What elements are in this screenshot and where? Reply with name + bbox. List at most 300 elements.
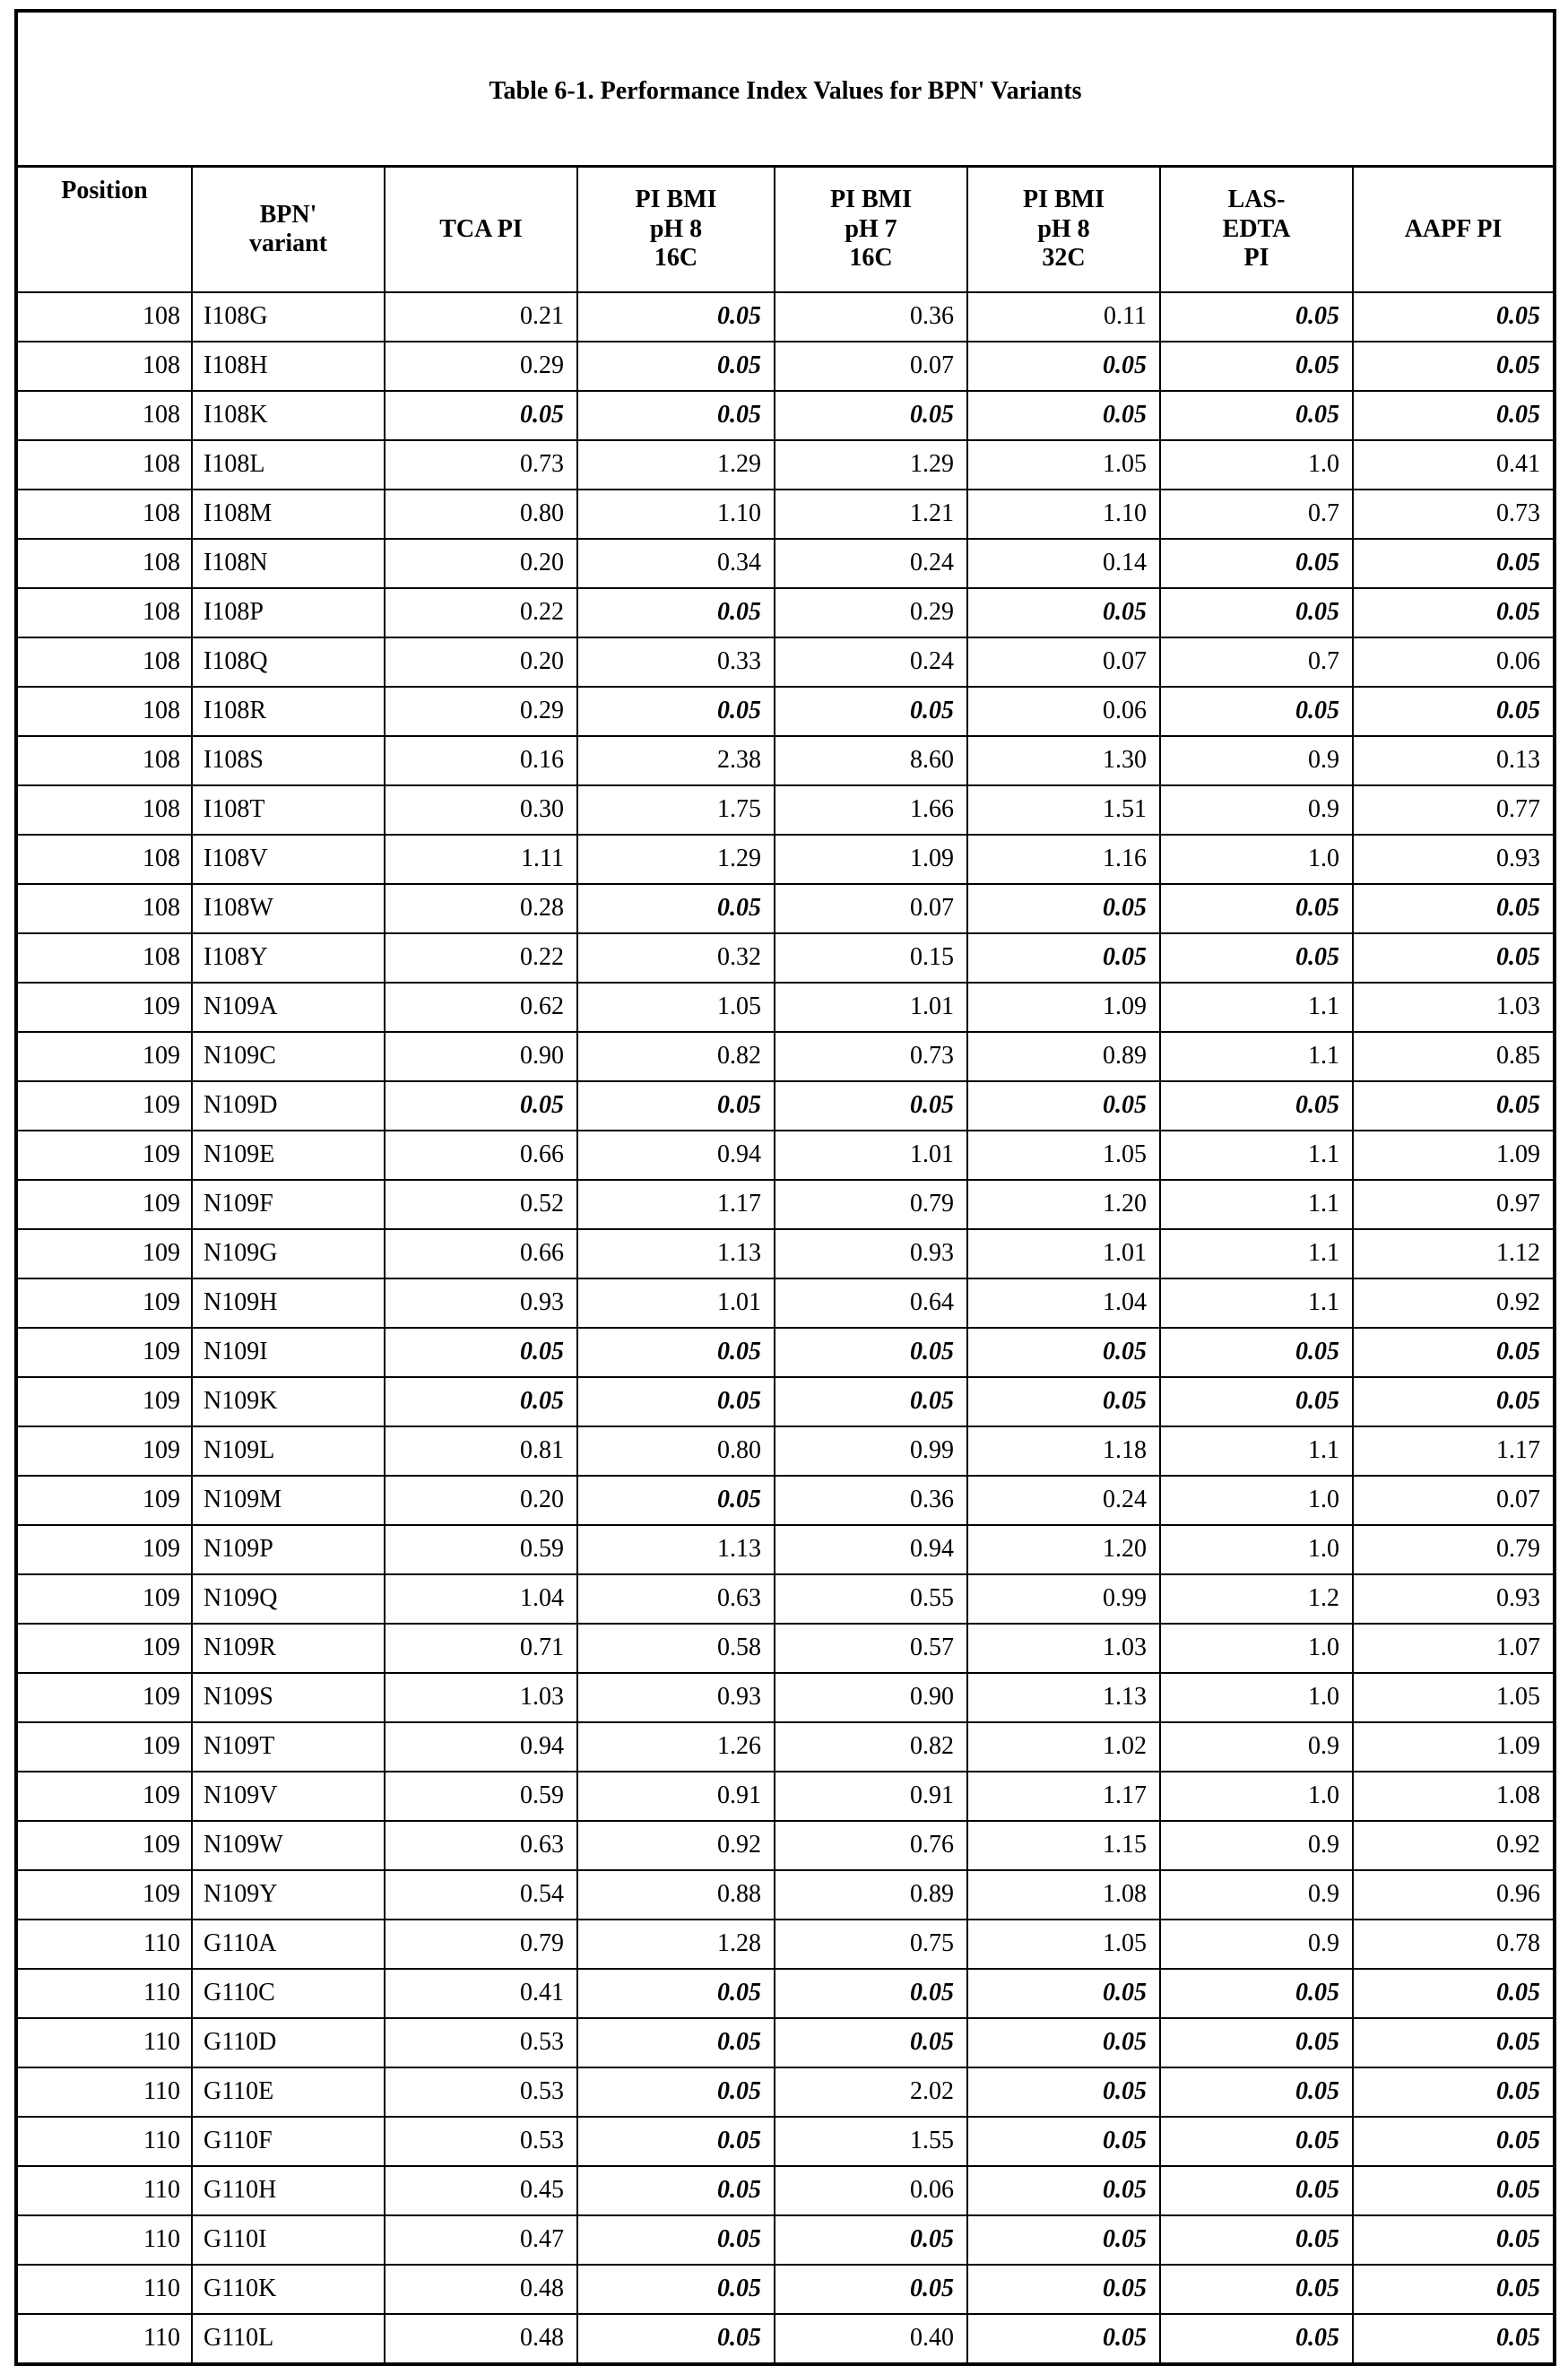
table-row bbox=[16, 1624, 1555, 1673]
cell-aapf-pi: 0.05 bbox=[1353, 391, 1555, 440]
column-header-pi-bmi-ph8-32c bbox=[967, 167, 1160, 293]
cell-tca-pi: 0.05 bbox=[385, 391, 577, 440]
cell-position: 108 bbox=[16, 835, 192, 884]
cell-aapf-pi: 0.05 bbox=[1353, 2117, 1555, 2166]
cell-pi-bmi-ph8-16c: 0.05 bbox=[577, 292, 775, 342]
cell-pi-bmi-ph8-16c: 0.82 bbox=[577, 1032, 775, 1081]
cell-variant: N109D bbox=[192, 1081, 385, 1131]
cell-variant: N109W bbox=[192, 1821, 385, 1870]
cell-variant: G110D bbox=[192, 2018, 385, 2067]
cell-pi-bmi-ph7-16c: 0.99 bbox=[775, 1426, 967, 1476]
cell-pi-bmi-ph8-16c: 0.58 bbox=[577, 1624, 775, 1673]
cell-position: 108 bbox=[16, 687, 192, 736]
cell-pi-bmi-ph8-16c: 1.05 bbox=[577, 983, 775, 1032]
cell-variant: N109F bbox=[192, 1180, 385, 1229]
cell-tca-pi: 1.03 bbox=[385, 1673, 577, 1722]
cell-pi-bmi-ph8-16c: 1.10 bbox=[577, 490, 775, 539]
cell-las-edta-pi: 0.05 bbox=[1160, 884, 1353, 933]
cell-las-edta-pi: 1.1 bbox=[1160, 1278, 1353, 1328]
cell-tca-pi: 0.93 bbox=[385, 1278, 577, 1328]
cell-aapf-pi: 0.05 bbox=[1353, 292, 1555, 342]
column-header-pi-bmi-ph7-16c bbox=[775, 167, 967, 293]
cell-tca-pi: 0.20 bbox=[385, 1476, 577, 1525]
cell-pi-bmi-ph8-16c: 1.01 bbox=[577, 1278, 775, 1328]
cell-pi-bmi-ph8-16c: 0.05 bbox=[577, 884, 775, 933]
cell-pi-bmi-ph8-16c: 1.75 bbox=[577, 785, 775, 835]
column-header-line: pH 7 bbox=[845, 214, 897, 243]
table-row bbox=[16, 2215, 1555, 2265]
cell-position: 109 bbox=[16, 1624, 192, 1673]
table-row bbox=[16, 1476, 1555, 1525]
cell-variant: G110I bbox=[192, 2215, 385, 2265]
cell-pi-bmi-ph8-32c: 0.05 bbox=[967, 342, 1160, 391]
cell-aapf-pi: 0.06 bbox=[1353, 637, 1555, 687]
cell-pi-bmi-ph7-16c: 1.66 bbox=[775, 785, 967, 835]
cell-variant: I108N bbox=[192, 539, 385, 588]
cell-tca-pi: 0.81 bbox=[385, 1426, 577, 1476]
cell-position: 110 bbox=[16, 2067, 192, 2117]
cell-variant: I108S bbox=[192, 736, 385, 785]
cell-pi-bmi-ph7-16c: 1.55 bbox=[775, 2117, 967, 2166]
cell-pi-bmi-ph7-16c: 0.40 bbox=[775, 2314, 967, 2364]
table-row bbox=[16, 1278, 1555, 1328]
cell-position: 110 bbox=[16, 2117, 192, 2166]
cell-pi-bmi-ph8-16c: 0.05 bbox=[577, 2117, 775, 2166]
cell-variant: I108L bbox=[192, 440, 385, 490]
table-row bbox=[16, 1328, 1555, 1377]
cell-las-edta-pi: 0.05 bbox=[1160, 2067, 1353, 2117]
cell-tca-pi: 0.05 bbox=[385, 1081, 577, 1131]
cell-position: 110 bbox=[16, 1920, 192, 1969]
cell-pi-bmi-ph7-16c: 0.24 bbox=[775, 539, 967, 588]
table-row bbox=[16, 637, 1555, 687]
cell-pi-bmi-ph7-16c: 8.60 bbox=[775, 736, 967, 785]
cell-las-edta-pi: 0.05 bbox=[1160, 1969, 1353, 2018]
cell-aapf-pi: 0.92 bbox=[1353, 1278, 1555, 1328]
cell-pi-bmi-ph8-32c: 0.24 bbox=[967, 1476, 1160, 1525]
cell-tca-pi: 0.48 bbox=[385, 2314, 577, 2364]
cell-tca-pi: 0.53 bbox=[385, 2117, 577, 2166]
cell-aapf-pi: 0.05 bbox=[1353, 687, 1555, 736]
column-header-bpn-variant bbox=[192, 167, 385, 293]
cell-position: 110 bbox=[16, 2265, 192, 2314]
table-row bbox=[16, 342, 1555, 391]
cell-pi-bmi-ph7-16c: 0.82 bbox=[775, 1722, 967, 1772]
cell-position: 109 bbox=[16, 1476, 192, 1525]
cell-variant: G110L bbox=[192, 2314, 385, 2364]
cell-pi-bmi-ph8-32c: 0.99 bbox=[967, 1574, 1160, 1624]
cell-variant: I108G bbox=[192, 292, 385, 342]
cell-las-edta-pi: 0.7 bbox=[1160, 637, 1353, 687]
cell-pi-bmi-ph8-16c: 1.13 bbox=[577, 1229, 775, 1278]
cell-las-edta-pi: 1.0 bbox=[1160, 1525, 1353, 1574]
cell-pi-bmi-ph8-32c: 1.05 bbox=[967, 440, 1160, 490]
table-row bbox=[16, 490, 1555, 539]
cell-pi-bmi-ph7-16c: 0.90 bbox=[775, 1673, 967, 1722]
cell-pi-bmi-ph8-32c: 1.10 bbox=[967, 490, 1160, 539]
cell-tca-pi: 0.20 bbox=[385, 539, 577, 588]
cell-pi-bmi-ph8-16c: 1.26 bbox=[577, 1722, 775, 1772]
cell-pi-bmi-ph7-16c: 0.05 bbox=[775, 2265, 967, 2314]
cell-position: 109 bbox=[16, 983, 192, 1032]
cell-aapf-pi: 0.07 bbox=[1353, 1476, 1555, 1525]
table-row bbox=[16, 736, 1555, 785]
cell-variant: I108Q bbox=[192, 637, 385, 687]
cell-pi-bmi-ph8-16c: 0.94 bbox=[577, 1131, 775, 1180]
cell-aapf-pi: 0.05 bbox=[1353, 2166, 1555, 2215]
cell-pi-bmi-ph8-16c: 0.05 bbox=[577, 1476, 775, 1525]
table-row bbox=[16, 1772, 1555, 1821]
cell-las-edta-pi: 0.05 bbox=[1160, 539, 1353, 588]
column-header-tca-pi bbox=[385, 167, 577, 293]
cell-tca-pi: 0.94 bbox=[385, 1722, 577, 1772]
cell-aapf-pi: 0.96 bbox=[1353, 1870, 1555, 1920]
cell-variant: I108T bbox=[192, 785, 385, 835]
cell-variant: N109Y bbox=[192, 1870, 385, 1920]
cell-las-edta-pi: 0.7 bbox=[1160, 490, 1353, 539]
cell-aapf-pi: 0.97 bbox=[1353, 1180, 1555, 1229]
cell-tca-pi: 0.41 bbox=[385, 1969, 577, 2018]
cell-pi-bmi-ph8-16c: 0.05 bbox=[577, 391, 775, 440]
table-row bbox=[16, 2166, 1555, 2215]
cell-tca-pi: 0.29 bbox=[385, 687, 577, 736]
column-header-line: PI bbox=[1243, 244, 1269, 273]
column-header-line: Position bbox=[61, 177, 148, 204]
cell-pi-bmi-ph8-32c: 1.01 bbox=[967, 1229, 1160, 1278]
cell-position: 110 bbox=[16, 2018, 192, 2067]
cell-pi-bmi-ph7-16c: 0.05 bbox=[775, 1377, 967, 1426]
table-body bbox=[16, 292, 1555, 2364]
cell-tca-pi: 0.79 bbox=[385, 1920, 577, 1969]
cell-position: 109 bbox=[16, 1229, 192, 1278]
cell-las-edta-pi: 0.9 bbox=[1160, 1870, 1353, 1920]
cell-tca-pi: 0.71 bbox=[385, 1624, 577, 1673]
cell-aapf-pi: 0.73 bbox=[1353, 490, 1555, 539]
cell-tca-pi: 0.63 bbox=[385, 1821, 577, 1870]
cell-pi-bmi-ph8-16c: 0.80 bbox=[577, 1426, 775, 1476]
cell-pi-bmi-ph8-32c: 0.89 bbox=[967, 1032, 1160, 1081]
cell-pi-bmi-ph8-32c: 0.14 bbox=[967, 539, 1160, 588]
cell-position: 109 bbox=[16, 1081, 192, 1131]
cell-pi-bmi-ph8-16c: 0.92 bbox=[577, 1821, 775, 1870]
cell-aapf-pi: 0.05 bbox=[1353, 2265, 1555, 2314]
cell-aapf-pi: 0.78 bbox=[1353, 1920, 1555, 1969]
table-row bbox=[16, 391, 1555, 440]
cell-pi-bmi-ph7-16c: 0.55 bbox=[775, 1574, 967, 1624]
cell-las-edta-pi: 1.1 bbox=[1160, 1032, 1353, 1081]
cell-las-edta-pi: 0.05 bbox=[1160, 1377, 1353, 1426]
table-row bbox=[16, 835, 1555, 884]
table-row bbox=[16, 1920, 1555, 1969]
cell-las-edta-pi: 0.05 bbox=[1160, 2265, 1353, 2314]
cell-aapf-pi: 0.85 bbox=[1353, 1032, 1555, 1081]
cell-pi-bmi-ph8-16c: 0.91 bbox=[577, 1772, 775, 1821]
cell-tca-pi: 0.52 bbox=[385, 1180, 577, 1229]
cell-pi-bmi-ph8-32c: 0.05 bbox=[967, 1969, 1160, 2018]
cell-variant: I108W bbox=[192, 884, 385, 933]
cell-pi-bmi-ph8-32c: 0.05 bbox=[967, 884, 1160, 933]
cell-las-edta-pi: 0.05 bbox=[1160, 391, 1353, 440]
table-title: Table 6-1. Performance Index Values for BPN' Variants bbox=[16, 11, 1555, 167]
cell-las-edta-pi: 0.05 bbox=[1160, 342, 1353, 391]
cell-position: 109 bbox=[16, 1032, 192, 1081]
cell-variant: N109L bbox=[192, 1426, 385, 1476]
cell-variant: N109A bbox=[192, 983, 385, 1032]
cell-aapf-pi: 0.93 bbox=[1353, 835, 1555, 884]
cell-tca-pi: 0.30 bbox=[385, 785, 577, 835]
column-header-line: variant bbox=[248, 230, 328, 257]
table-row bbox=[16, 539, 1555, 588]
cell-variant: N109V bbox=[192, 1772, 385, 1821]
cell-variant: I108V bbox=[192, 835, 385, 884]
cell-variant: G110A bbox=[192, 1920, 385, 1969]
cell-las-edta-pi: 0.05 bbox=[1160, 2215, 1353, 2265]
cell-aapf-pi: 0.05 bbox=[1353, 1081, 1555, 1131]
cell-pi-bmi-ph7-16c: 0.05 bbox=[775, 1328, 967, 1377]
cell-las-edta-pi: 0.05 bbox=[1160, 292, 1353, 342]
cell-pi-bmi-ph8-16c: 1.17 bbox=[577, 1180, 775, 1229]
cell-tca-pi: 0.29 bbox=[385, 342, 577, 391]
cell-pi-bmi-ph8-32c: 1.15 bbox=[967, 1821, 1160, 1870]
cell-las-edta-pi: 1.1 bbox=[1160, 1180, 1353, 1229]
cell-position: 108 bbox=[16, 736, 192, 785]
column-header-pi-bmi-ph8-16c bbox=[577, 167, 775, 293]
cell-variant: N109E bbox=[192, 1131, 385, 1180]
table-row bbox=[16, 1574, 1555, 1624]
cell-pi-bmi-ph8-16c: 0.05 bbox=[577, 1081, 775, 1131]
cell-pi-bmi-ph8-16c: 1.29 bbox=[577, 440, 775, 490]
cell-pi-bmi-ph8-32c: 1.30 bbox=[967, 736, 1160, 785]
column-header-las-edta-pi bbox=[1160, 167, 1353, 293]
cell-pi-bmi-ph8-32c: 0.05 bbox=[967, 1081, 1160, 1131]
cell-pi-bmi-ph7-16c: 0.73 bbox=[775, 1032, 967, 1081]
cell-aapf-pi: 1.12 bbox=[1353, 1229, 1555, 1278]
cell-position: 108 bbox=[16, 440, 192, 490]
cell-tca-pi: 0.45 bbox=[385, 2166, 577, 2215]
cell-las-edta-pi: 0.05 bbox=[1160, 2018, 1353, 2067]
cell-pi-bmi-ph8-16c: 0.33 bbox=[577, 637, 775, 687]
cell-tca-pi: 0.54 bbox=[385, 1870, 577, 1920]
cell-aapf-pi: 1.07 bbox=[1353, 1624, 1555, 1673]
cell-las-edta-pi: 1.0 bbox=[1160, 440, 1353, 490]
cell-pi-bmi-ph8-32c: 1.09 bbox=[967, 983, 1160, 1032]
cell-variant: N109C bbox=[192, 1032, 385, 1081]
cell-tca-pi: 0.20 bbox=[385, 637, 577, 687]
cell-pi-bmi-ph8-32c: 1.05 bbox=[967, 1920, 1160, 1969]
cell-position: 109 bbox=[16, 1525, 192, 1574]
cell-pi-bmi-ph8-16c: 2.38 bbox=[577, 736, 775, 785]
cell-tca-pi: 1.11 bbox=[385, 835, 577, 884]
cell-aapf-pi: 0.05 bbox=[1353, 1377, 1555, 1426]
table-title-row bbox=[16, 11, 1555, 167]
cell-position: 108 bbox=[16, 539, 192, 588]
cell-pi-bmi-ph8-32c: 0.05 bbox=[967, 2314, 1160, 2364]
cell-pi-bmi-ph8-32c: 0.05 bbox=[967, 2067, 1160, 2117]
cell-las-edta-pi: 0.05 bbox=[1160, 687, 1353, 736]
column-header-position bbox=[16, 167, 192, 293]
table-column-header-row bbox=[16, 167, 1555, 293]
cell-aapf-pi: 0.05 bbox=[1353, 2215, 1555, 2265]
cell-variant: N109K bbox=[192, 1377, 385, 1426]
cell-position: 109 bbox=[16, 1574, 192, 1624]
table-row bbox=[16, 1229, 1555, 1278]
table-row bbox=[16, 2067, 1555, 2117]
cell-position: 108 bbox=[16, 391, 192, 440]
cell-pi-bmi-ph8-32c: 1.16 bbox=[967, 835, 1160, 884]
cell-pi-bmi-ph8-16c: 0.34 bbox=[577, 539, 775, 588]
cell-tca-pi: 0.90 bbox=[385, 1032, 577, 1081]
cell-pi-bmi-ph8-16c: 0.05 bbox=[577, 2215, 775, 2265]
cell-pi-bmi-ph7-16c: 0.05 bbox=[775, 2215, 967, 2265]
cell-tca-pi: 0.05 bbox=[385, 1377, 577, 1426]
table-row bbox=[16, 2265, 1555, 2314]
cell-tca-pi: 0.53 bbox=[385, 2018, 577, 2067]
table-row bbox=[16, 1032, 1555, 1081]
cell-aapf-pi: 0.05 bbox=[1353, 2067, 1555, 2117]
cell-variant: N109M bbox=[192, 1476, 385, 1525]
cell-pi-bmi-ph8-32c: 0.05 bbox=[967, 1377, 1160, 1426]
cell-tca-pi: 0.16 bbox=[385, 736, 577, 785]
cell-variant: I108R bbox=[192, 687, 385, 736]
table-row bbox=[16, 1673, 1555, 1722]
cell-aapf-pi: 0.05 bbox=[1353, 2018, 1555, 2067]
cell-aapf-pi: 0.05 bbox=[1353, 1328, 1555, 1377]
cell-variant: I108K bbox=[192, 391, 385, 440]
table-row bbox=[16, 687, 1555, 736]
cell-pi-bmi-ph8-32c: 0.05 bbox=[967, 1328, 1160, 1377]
cell-las-edta-pi: 1.0 bbox=[1160, 1624, 1353, 1673]
cell-pi-bmi-ph8-32c: 1.05 bbox=[967, 1131, 1160, 1180]
cell-las-edta-pi: 1.0 bbox=[1160, 1673, 1353, 1722]
cell-pi-bmi-ph8-32c: 0.05 bbox=[967, 2117, 1160, 2166]
table-row bbox=[16, 2018, 1555, 2067]
cell-pi-bmi-ph7-16c: 0.64 bbox=[775, 1278, 967, 1328]
table-row bbox=[16, 785, 1555, 835]
cell-tca-pi: 0.62 bbox=[385, 983, 577, 1032]
cell-pi-bmi-ph7-16c: 0.79 bbox=[775, 1180, 967, 1229]
cell-pi-bmi-ph8-32c: 0.07 bbox=[967, 637, 1160, 687]
performance-index-table bbox=[14, 9, 1556, 2366]
cell-variant: I108H bbox=[192, 342, 385, 391]
cell-pi-bmi-ph8-32c: 0.05 bbox=[967, 588, 1160, 637]
cell-position: 108 bbox=[16, 637, 192, 687]
cell-pi-bmi-ph8-16c: 0.05 bbox=[577, 1377, 775, 1426]
column-header-line: LAS- bbox=[1227, 186, 1286, 214]
cell-tca-pi: 0.59 bbox=[385, 1525, 577, 1574]
cell-aapf-pi: 0.05 bbox=[1353, 342, 1555, 391]
table-row bbox=[16, 1131, 1555, 1180]
cell-position: 110 bbox=[16, 2314, 192, 2364]
cell-aapf-pi: 0.93 bbox=[1353, 1574, 1555, 1624]
column-header-line: BPN' bbox=[259, 200, 317, 229]
cell-variant: N109T bbox=[192, 1722, 385, 1772]
cell-pi-bmi-ph7-16c: 1.01 bbox=[775, 1131, 967, 1180]
column-header-line: TCA PI bbox=[439, 214, 523, 243]
cell-pi-bmi-ph8-32c: 0.05 bbox=[967, 391, 1160, 440]
table-header bbox=[16, 11, 1555, 292]
table-row bbox=[16, 1969, 1555, 2018]
cell-variant: G110K bbox=[192, 2265, 385, 2314]
cell-pi-bmi-ph8-32c: 0.05 bbox=[967, 2018, 1160, 2067]
cell-tca-pi: 0.53 bbox=[385, 2067, 577, 2117]
cell-las-edta-pi: 1.0 bbox=[1160, 1476, 1353, 1525]
cell-pi-bmi-ph7-16c: 0.15 bbox=[775, 933, 967, 983]
cell-las-edta-pi: 1.0 bbox=[1160, 1772, 1353, 1821]
column-header-line: 16C bbox=[849, 244, 893, 273]
table-row bbox=[16, 1870, 1555, 1920]
table-row bbox=[16, 1180, 1555, 1229]
cell-pi-bmi-ph7-16c: 0.93 bbox=[775, 1229, 967, 1278]
cell-las-edta-pi: 1.1 bbox=[1160, 1229, 1353, 1278]
cell-las-edta-pi: 1.1 bbox=[1160, 1131, 1353, 1180]
table-row bbox=[16, 884, 1555, 933]
cell-position: 109 bbox=[16, 1278, 192, 1328]
cell-pi-bmi-ph7-16c: 0.05 bbox=[775, 2018, 967, 2067]
column-header-line: AAPF PI bbox=[1404, 214, 1503, 243]
cell-position: 108 bbox=[16, 933, 192, 983]
cell-pi-bmi-ph7-16c: 0.91 bbox=[775, 1772, 967, 1821]
cell-las-edta-pi: 0.05 bbox=[1160, 2117, 1353, 2166]
cell-variant: G110F bbox=[192, 2117, 385, 2166]
cell-aapf-pi: 0.05 bbox=[1353, 588, 1555, 637]
cell-pi-bmi-ph7-16c: 0.89 bbox=[775, 1870, 967, 1920]
cell-position: 109 bbox=[16, 1722, 192, 1772]
table-row bbox=[16, 983, 1555, 1032]
cell-position: 109 bbox=[16, 1821, 192, 1870]
cell-las-edta-pi: 1.0 bbox=[1160, 835, 1353, 884]
cell-pi-bmi-ph7-16c: 2.02 bbox=[775, 2067, 967, 2117]
cell-pi-bmi-ph8-32c: 0.11 bbox=[967, 292, 1160, 342]
table-row bbox=[16, 2314, 1555, 2364]
cell-pi-bmi-ph8-32c: 1.20 bbox=[967, 1180, 1160, 1229]
cell-position: 108 bbox=[16, 342, 192, 391]
cell-pi-bmi-ph8-16c: 0.05 bbox=[577, 687, 775, 736]
cell-variant: G110E bbox=[192, 2067, 385, 2117]
cell-las-edta-pi: 1.2 bbox=[1160, 1574, 1353, 1624]
cell-tca-pi: 0.22 bbox=[385, 933, 577, 983]
cell-pi-bmi-ph7-16c: 0.05 bbox=[775, 687, 967, 736]
cell-variant: I108M bbox=[192, 490, 385, 539]
cell-position: 109 bbox=[16, 1673, 192, 1722]
cell-las-edta-pi: 0.9 bbox=[1160, 785, 1353, 835]
table-row bbox=[16, 1821, 1555, 1870]
cell-pi-bmi-ph8-16c: 0.93 bbox=[577, 1673, 775, 1722]
cell-las-edta-pi: 0.05 bbox=[1160, 2166, 1353, 2215]
cell-pi-bmi-ph8-32c: 1.51 bbox=[967, 785, 1160, 835]
table-row bbox=[16, 1722, 1555, 1772]
cell-aapf-pi: 1.03 bbox=[1353, 983, 1555, 1032]
cell-aapf-pi: 1.09 bbox=[1353, 1131, 1555, 1180]
cell-aapf-pi: 0.13 bbox=[1353, 736, 1555, 785]
cell-pi-bmi-ph8-16c: 0.05 bbox=[577, 2166, 775, 2215]
cell-las-edta-pi: 0.05 bbox=[1160, 2314, 1353, 2364]
cell-aapf-pi: 0.05 bbox=[1353, 539, 1555, 588]
cell-pi-bmi-ph7-16c: 0.57 bbox=[775, 1624, 967, 1673]
cell-pi-bmi-ph8-32c: 1.03 bbox=[967, 1624, 1160, 1673]
cell-position: 110 bbox=[16, 2215, 192, 2265]
table-row bbox=[16, 1081, 1555, 1131]
cell-tca-pi: 0.66 bbox=[385, 1131, 577, 1180]
column-header-line: 32C bbox=[1042, 244, 1086, 273]
cell-variant: N109I bbox=[192, 1328, 385, 1377]
cell-las-edta-pi: 0.9 bbox=[1160, 736, 1353, 785]
table-row bbox=[16, 588, 1555, 637]
cell-position: 109 bbox=[16, 1328, 192, 1377]
cell-position: 109 bbox=[16, 1426, 192, 1476]
cell-pi-bmi-ph8-16c: 0.05 bbox=[577, 1328, 775, 1377]
cell-pi-bmi-ph7-16c: 0.29 bbox=[775, 588, 967, 637]
cell-pi-bmi-ph7-16c: 0.06 bbox=[775, 2166, 967, 2215]
